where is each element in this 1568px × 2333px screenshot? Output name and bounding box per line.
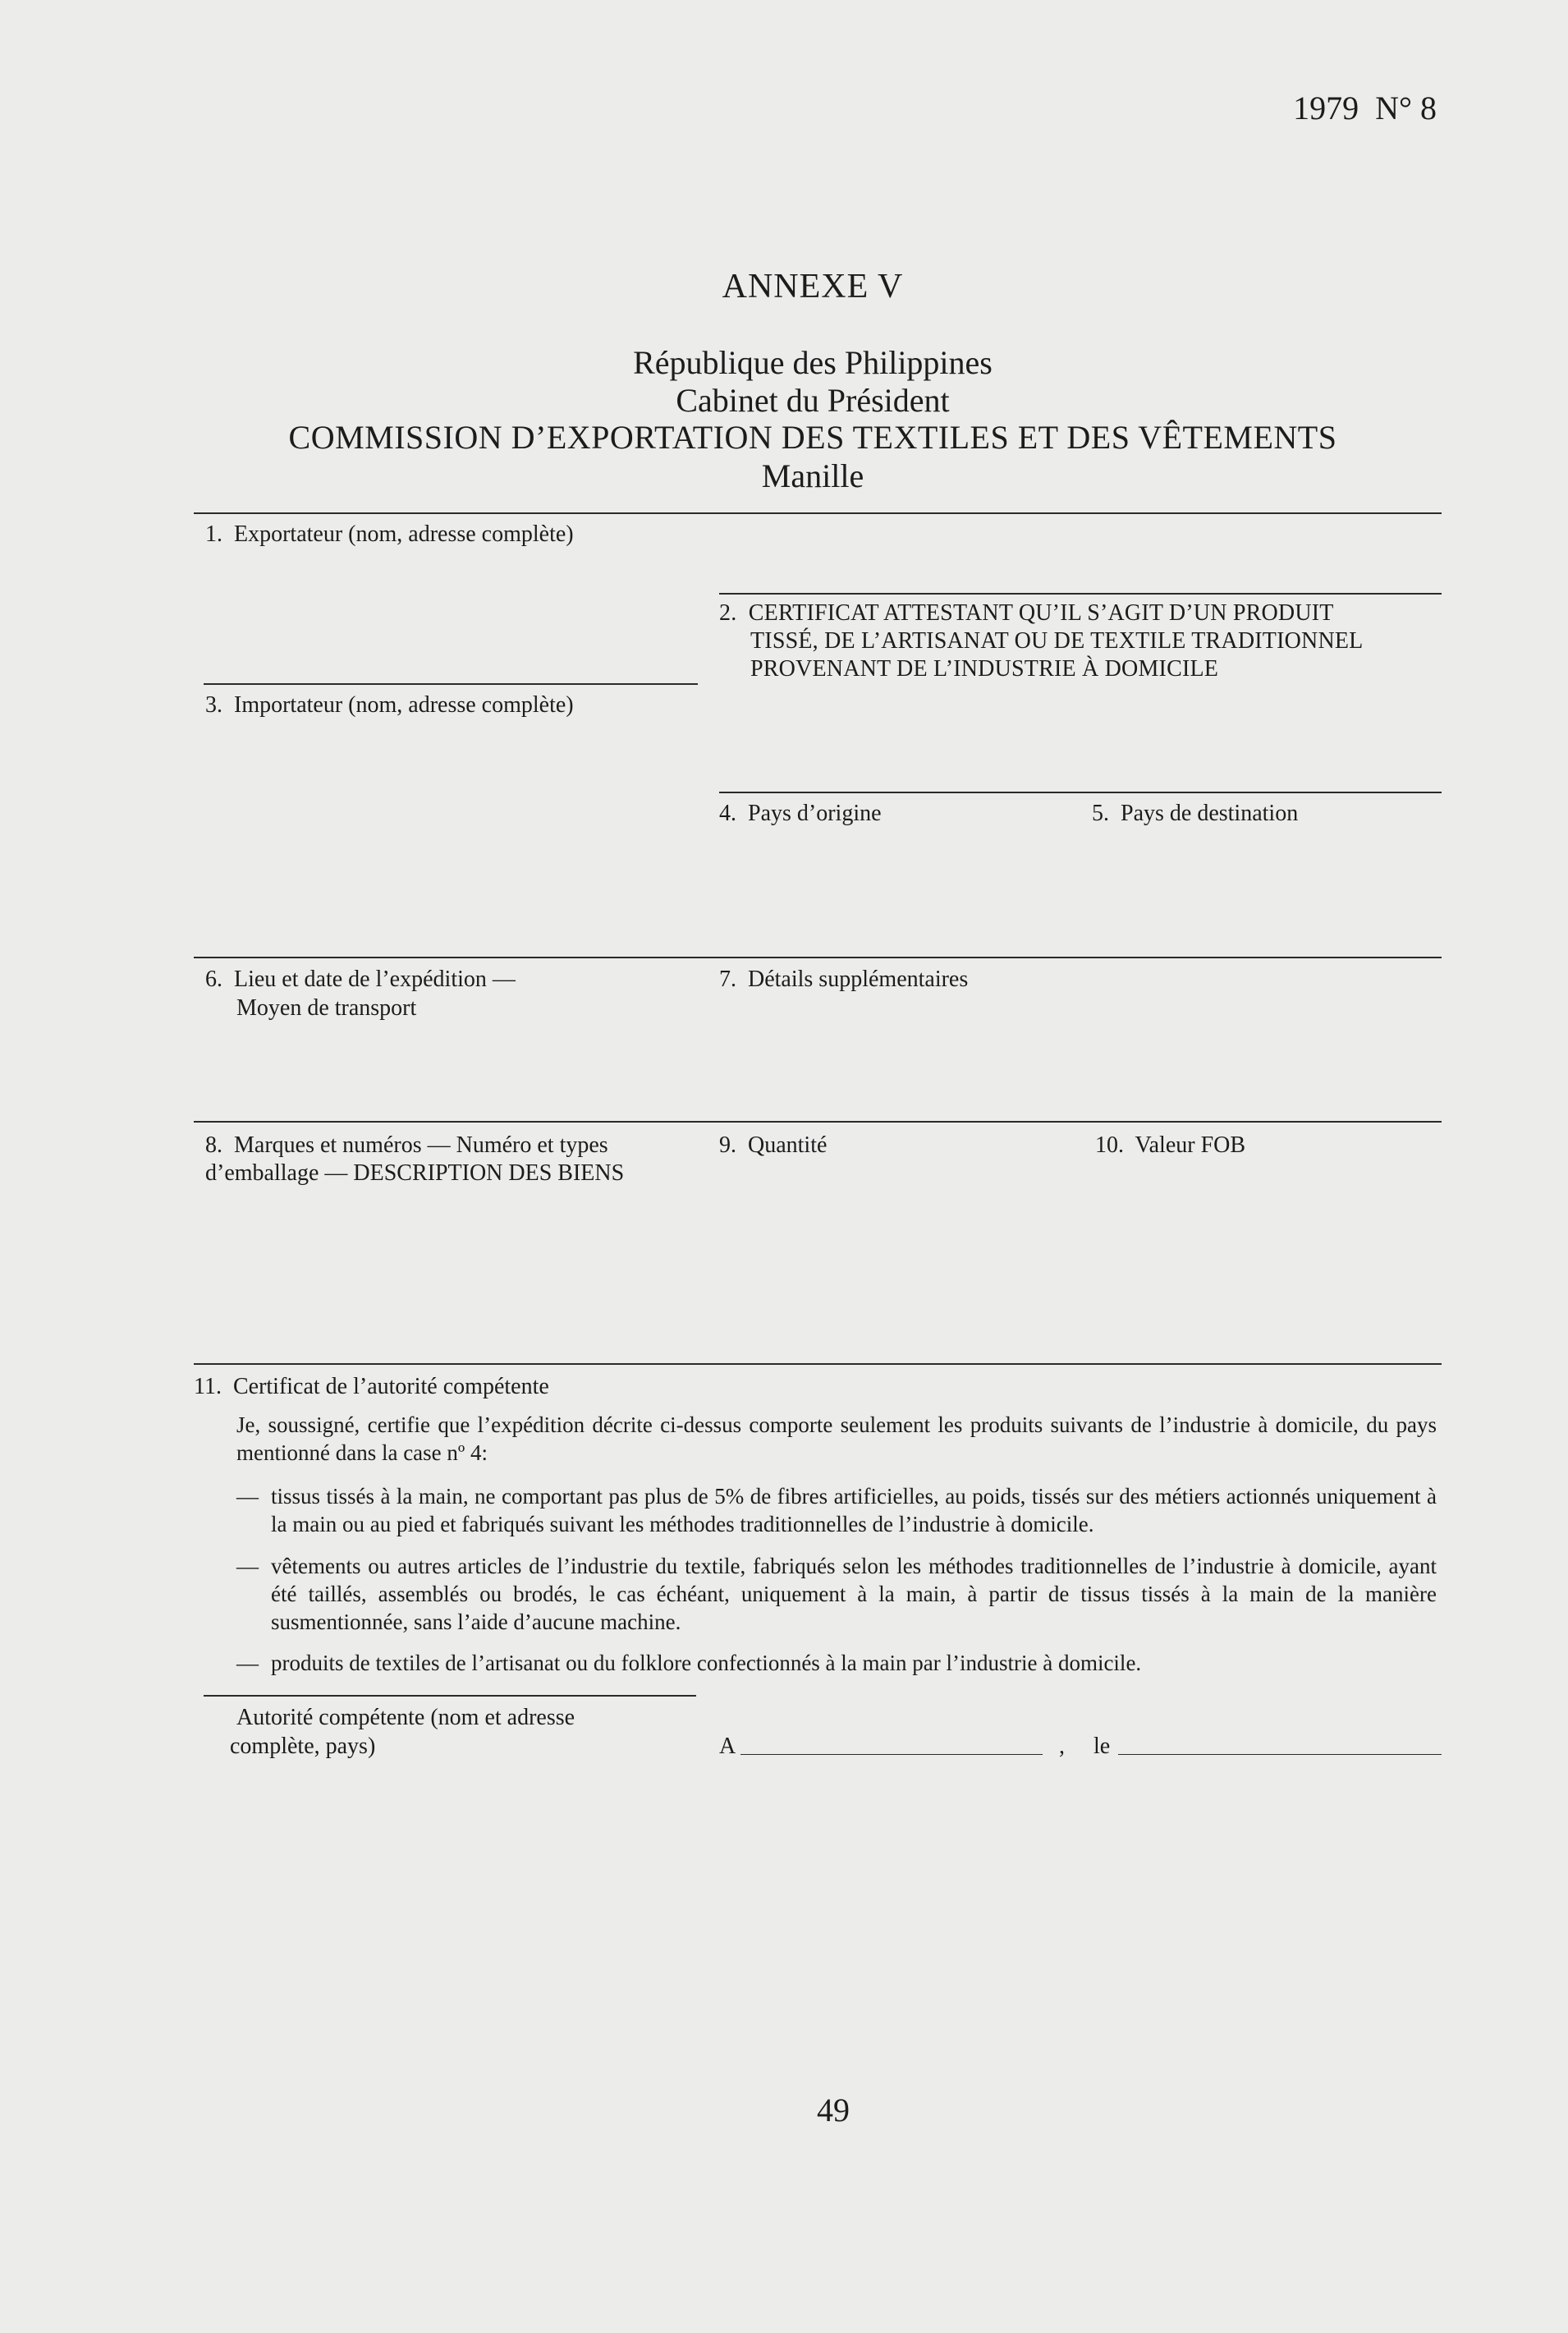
field-3-label: 3. Importateur (nom, adresse complète) <box>205 692 574 718</box>
certificate-intro: Je, soussigné, certifie que l’expédition décrite ci-dessus comporte seulement les produits suivants de l’industrie à domicile, du pays mentionné dans la case nº 4: <box>236 1412 1437 1465</box>
country-name: République des Philippines <box>633 344 993 381</box>
authority-line-1: Autorité compétente (nom et adresse <box>236 1705 575 1730</box>
field-10-label: 10. Valeur FOB <box>1095 1132 1246 1158</box>
cabinet-name: Cabinet du Président <box>676 382 950 419</box>
divider-field-8-10 <box>194 1121 1442 1123</box>
field-4-label: 4. Pays d’origine <box>719 801 882 826</box>
field-2-line-1: 2. CERTIFICAT ATTESTANT QU’IL S’AGIT D’UN PRODUIT <box>719 600 1334 626</box>
authority-line-2: complète, pays) <box>230 1734 376 1759</box>
divider-field-6-7 <box>194 957 1442 958</box>
divider-field-2 <box>719 593 1442 595</box>
field-2-line-2: TISSÉ, DE L’ARTISANAT OU DE TEXTILE TRADITIONNEL <box>750 628 1364 654</box>
divider-signature <box>204 1695 696 1697</box>
certificate-item-2: vêtements ou autres articles de l’industrie du textile, fabriqués selon les méthodes traditionnelles de l’industrie à domicile, ayant été taillés, assemblés ou brodés, le cas échéant, uniquement à la main, à partir de tissus tissés à la main de la manière susmentionnée, sans l’aide d’aucune machine. <box>271 1554 1437 1634</box>
date-field-line[interactable] <box>1118 1754 1442 1755</box>
item-2-dash: — <box>236 1554 259 1578</box>
divider-field-3 <box>204 683 698 685</box>
certificate-item-1: tissus tissés à la main, ne comportant pas plus de 5% de fibres artificielles, au poids, tissés sur des métiers actionnés uniquement à la main ou au pied et fabriqués suivant les méthodes traditionnelles de l’industrie à domicile. <box>271 1484 1437 1536</box>
year-number: 1979 N° 8 <box>1293 90 1437 126</box>
field-11-label: 11. Certificat de l’autorité compétente <box>194 1374 549 1399</box>
field-8-line-2: d’emballage — DESCRIPTION DES BIENS <box>205 1160 625 1186</box>
page-number: 49 <box>817 2092 850 2129</box>
date-label: le <box>1093 1734 1111 1759</box>
city-name: Manille <box>761 457 864 494</box>
divider-field-11 <box>194 1363 1442 1365</box>
field-6-line-2: Moyen de transport <box>236 995 417 1021</box>
field-1-label: 1. Exportateur (nom, adresse complète) <box>205 521 574 547</box>
annex-title: ANNEXE V <box>722 268 904 305</box>
field-8-line-1: 8. Marques et numéros — Numéro et types <box>205 1132 608 1158</box>
field-2-line-3: PROVENANT DE L’INDUSTRIE À DOMICILE <box>750 656 1219 682</box>
field-5-label: 5. Pays de destination <box>1092 801 1299 826</box>
field-7-label: 7. Détails supplémentaires <box>719 967 969 992</box>
divider-field-4-5 <box>719 792 1442 793</box>
divider-top <box>194 512 1442 514</box>
place-field-line[interactable] <box>740 1754 1043 1755</box>
field-9-label: 9. Quantité <box>719 1132 828 1158</box>
item-1-dash: — <box>236 1484 259 1509</box>
commission-name: COMMISSION D’EXPORTATION DES TEXTILES ET DES VÊTEMENTS <box>288 419 1337 456</box>
item-3-dash: — <box>236 1651 259 1675</box>
place-label: A <box>719 1734 736 1759</box>
certificate-item-3: produits de textiles de l’artisanat ou du folklore confectionnés à la main par l’industrie à domicile. <box>271 1651 1142 1675</box>
field-6-line-1: 6. Lieu et date de l’expédition — <box>205 967 516 992</box>
place-comma: , <box>1059 1734 1065 1759</box>
